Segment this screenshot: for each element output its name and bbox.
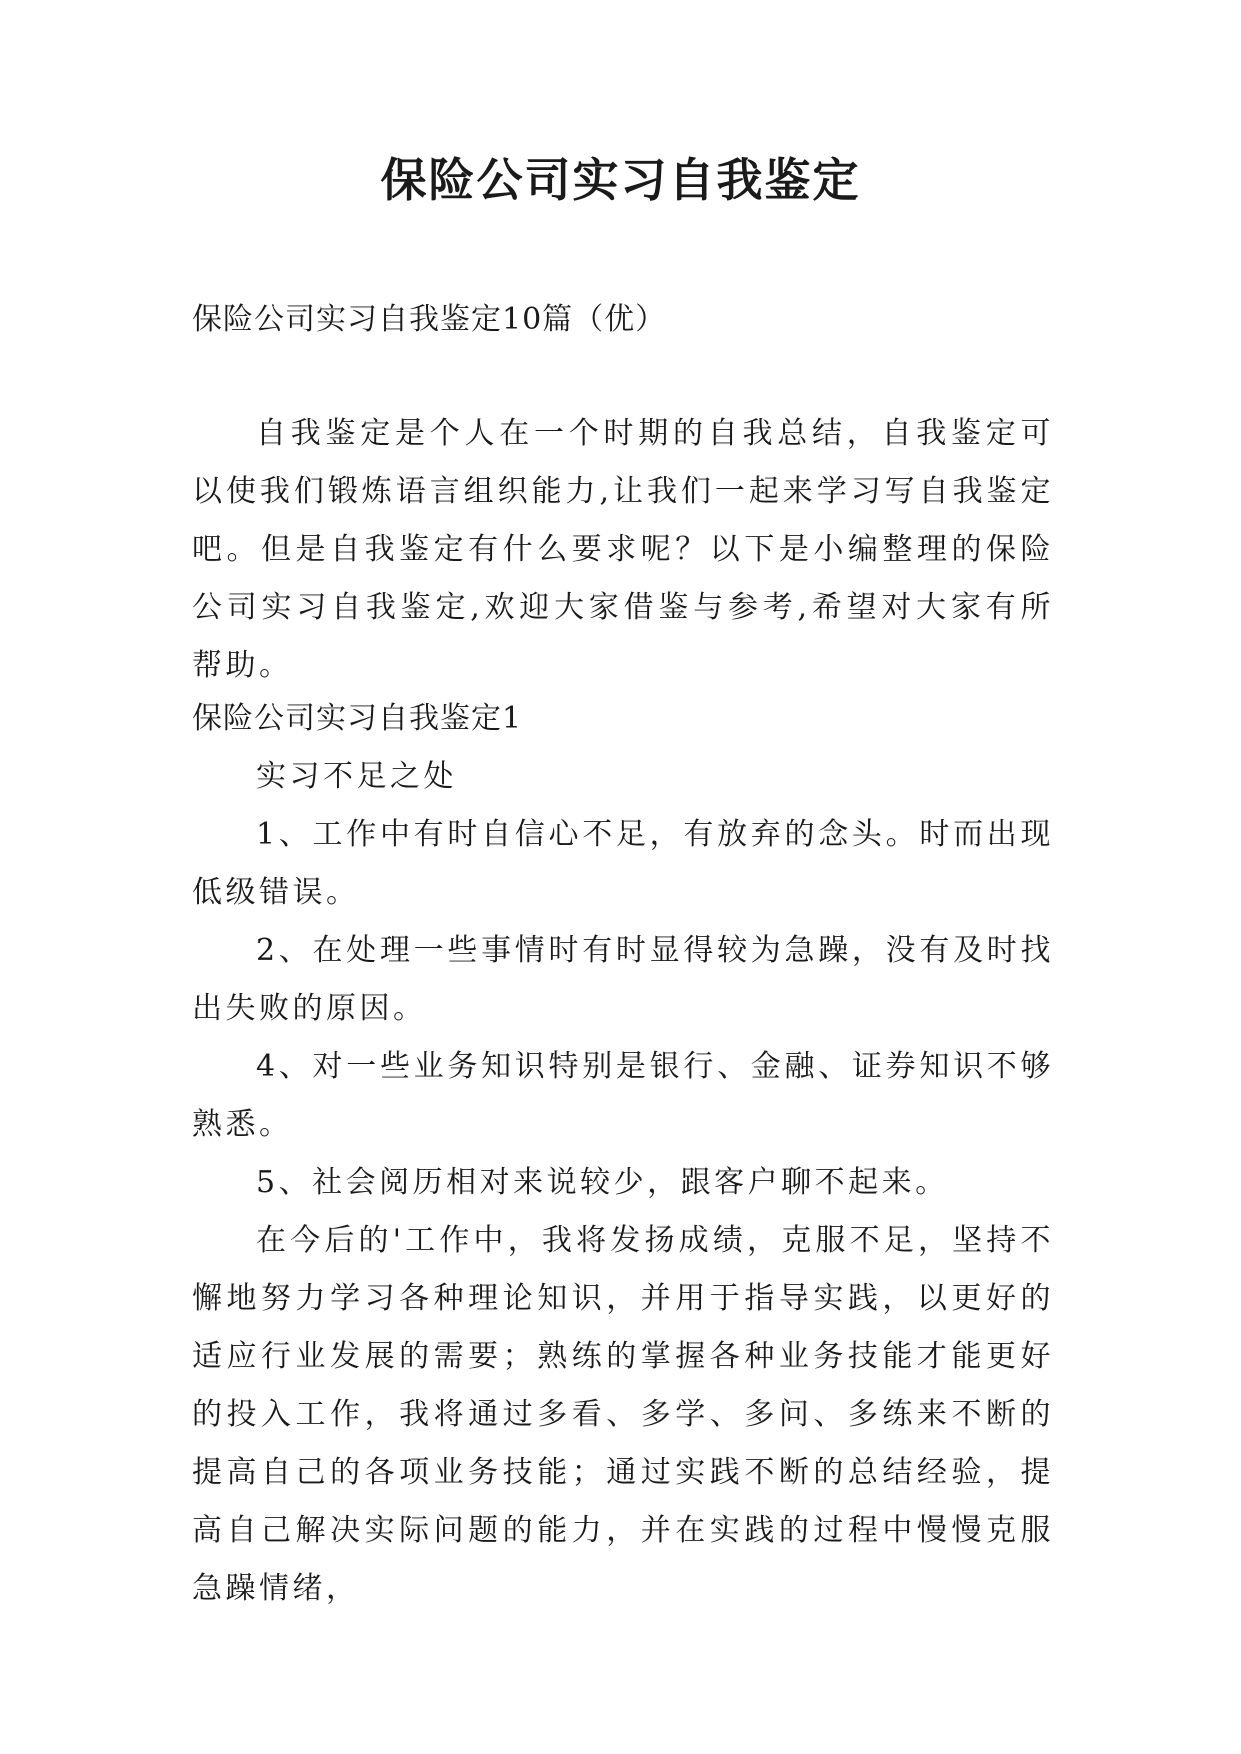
intro-paragraph: 自我鉴定是个人在一个时期的自我总结，自我鉴定可以使我们锻炼语言组织能力,让我们一起来学习写自我鉴定吧。但是自我鉴定有什么要求呢？以下是小编整理的保险公司实习自我鉴定,欢迎大家借鉴与参考,希望对大家有所帮助。	[192, 416, 1054, 683]
section-1	[192, 690, 1054, 1618]
list-item: 1、工作中有时自信心不足，有放弃的念头。时而出现低级错误。	[192, 817, 1054, 910]
document-title: 保险公司实习自我鉴定	[380, 153, 861, 207]
section-subheading: 实习不足之处	[256, 759, 457, 794]
list-item: 5、社会阅历相对来说较少，跟客户聊不起来。	[256, 1165, 949, 1200]
closing-paragraph: 在今后的'工作中，我将发扬成绩，克服不足，坚持不懈地努力学习各种理论知识，并用于指导实践，以更好的适应行业发展的需要；熟练的掌握各种业务技能才能更好的投入工作，我将通过多看、多学、多问、多练来不断的提高自己的各项业务技能；通过实践不断的总结经验，提高自己解决实际问题的能力，并在实践的过程中慢慢克服急躁情绪，	[192, 1223, 1054, 1606]
document-subtitle: 保险公司实习自我鉴定10篇（优）	[192, 302, 667, 337]
list-item: 2、在处理一些事情时有时显得较为急躁，没有及时找出失败的原因。	[192, 933, 1054, 1026]
section-heading: 保险公司实习自我鉴定1	[192, 701, 523, 736]
list-item: 4、对一些业务知识特别是银行、金融、证券知识不够熟悉。	[192, 1049, 1054, 1142]
